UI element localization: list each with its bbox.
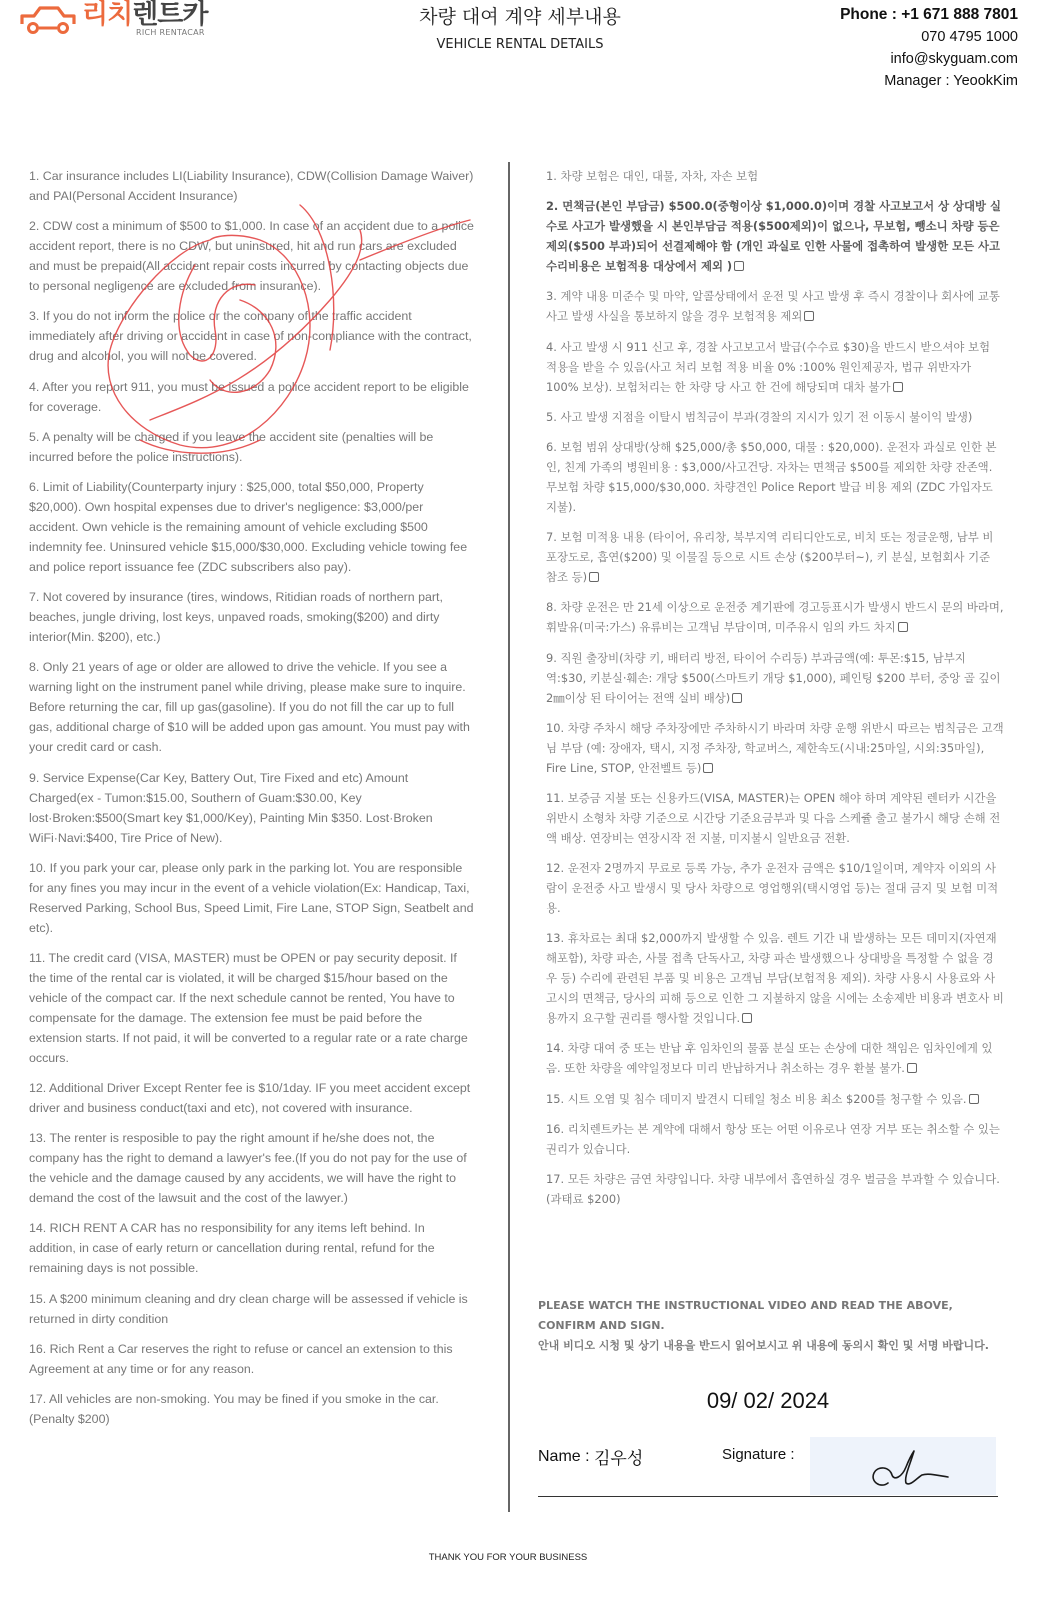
- document-title-en: VEHICLE RENTAL DETAILS: [436, 37, 604, 52]
- agree-checkbox[interactable]: [898, 622, 908, 632]
- term-en-7: 7. Not covered by insurance (tires, windows, Ritidian roads of northern part, beaches, jungle driving, lost keys, unpaved roads, smoking($200) and dirty interior(Min. $200), etc.): [29, 590, 443, 645]
- term-en-5: 5. A penalty will be charged if you leave the accident site (penalties will be incurred before the police instructions).: [29, 429, 434, 464]
- contact-info: [840, 4, 1018, 92]
- agree-checkbox[interactable]: [893, 382, 903, 392]
- company-logo: [18, 0, 238, 44]
- footer-thanks: THANK YOU FOR YOUR BUSINESS: [428, 1552, 588, 1563]
- signature-field[interactable]: [810, 1437, 996, 1495]
- term-ko-16: 16. 리치렌트카는 본 계약에 대해서 항상 또는 어떤 이유로나 연장 거부 또는 취소할 수 있는 권리가 있습니다.: [546, 1121, 1000, 1156]
- term-en-4: 4. After you report 911, you must be issued a police accident report to be eligible for coverage.: [29, 379, 469, 414]
- terms-english-column: [29, 166, 474, 1439]
- sign-notice-en: PLEASE WATCH THE INSTRUCTIONAL VIDEO AND READ THE ABOVE, CONFIRM AND SIGN.: [538, 1299, 953, 1332]
- term-ko-15: 15. 시트 오염 및 침수 데미지 발견시 디테일 청소 비용 최소 $200를 청구할 수 있음.: [546, 1089, 1004, 1109]
- term-ko-10: 10. 차량 주차시 해당 주차장에만 주차하시기 바라며 차량 운행 위반시 따르는 범칙금은 고객님 부담 (예: 장애자, 택시, 지정 주차장, 학교버스, 제한속도(시내:25마일, 시외:35마일), Fire Line, STOP, 안전벨트 등): [546, 720, 1004, 775]
- agree-checkbox[interactable]: [907, 1063, 917, 1073]
- agree-checkbox[interactable]: [969, 1094, 979, 1104]
- agree-checkbox[interactable]: [734, 261, 744, 271]
- term-en-14: 14. RICH RENT A CAR has no responsibility for any items left behind. In addition, in case of early return or cancellation during rental, refund for the remaining days is not possible.: [29, 1221, 435, 1276]
- handwritten-signature: [810, 1437, 996, 1495]
- term-en-8: 8. Only 21 years of age or older are allowed to drive the vehicle. If you see a warning light on the instrument panel while driving, please make sure to inquire. Before returning the car, fill up gas(gasoline). If you do not fill the car up to full gas, additional charge of $10 will be added upon gas amount. You must pay with your credit card or cash.: [29, 660, 470, 755]
- terms-korean-column: [546, 166, 1004, 1219]
- car-logo-icon: [18, 0, 78, 40]
- term-ko-13: 13. 휴차료는 최대 $2,000까지 발생할 수 있음. 렌트 기간 내 발생하는 모든 데미지(자연재해포함), 차량 파손, 사물 접촉 단독사고, 차량 파손 발생했으나 상대방을 특정할 수 없을 경우 등) 수리에 관련된 부품 및 비용은 고객님 부담(보험적용 제외). 차량 사용시 사용료와 사고시의 면책금, 당사의 피해 등으로 인한 그 지불하지 않을 시에는 소송제반 비용과 변호사 비용까지 요구할 권리를 행사할 것입니다.: [546, 931, 1004, 1026]
- contact-email: info@skyguam.com: [890, 51, 1018, 67]
- term-en-15: 15. A $200 minimum cleaning and dry clean charge will be assessed if vehicle is returned in dirty condition: [29, 1291, 468, 1326]
- term-ko-17: 17. 모든 차량은 금연 차량입니다. 차량 내부에서 흡연하실 경우 벌금을 부과할 수 있습니다. (과태료 $200): [546, 1172, 1000, 1206]
- sign-notice: [538, 1296, 998, 1356]
- term-ko-5: 5. 사고 발생 지점을 이탈시 범칙금이 부과(경찰의 지시가 있기 전 이동시 불이익 발생): [546, 409, 973, 424]
- sign-notice-ko: 안내 비디오 시청 및 상기 내용을 반드시 읽어보시고 위 내용에 동의시 확인 및 서명 바랍니다.: [538, 1339, 989, 1352]
- agree-checkbox[interactable]: [589, 572, 599, 582]
- term-ko-1: 1. 차량 보험은 대인, 대물, 자차, 자손 보험: [546, 169, 759, 183]
- agree-checkbox[interactable]: [732, 693, 742, 703]
- signature-line: [538, 1496, 998, 1497]
- term-ko-4: 4. 사고 발생 시 911 신고 후, 경찰 사고보고서 발급(수수료 $30)을 반드시 받으셔야 보험 적용을 받을 수 있음(사고 처리 보험 적용 비율 0% :100% 원인제공자, 법규 위반자가 100% 보상). 보험처리는 한 차량 당 사고 한 건에 해당되며 대차 불가: [546, 339, 991, 394]
- term-ko-6: 6. 보험 범위 상대방(상해 $25,000/총 $50,000, 대물 : $20,000). 운전자 과실로 인한 본인, 친계 가족의 병원비용 : $3,000/사고건당. 자차는 면책금 $500를 제외한 차량 잔존액. 무보험 차량 $15,000/$30,000. 차량견인 Police Report 발급 비용 제외 (ZDC 가입자도 지불).: [546, 439, 997, 514]
- term-ko-11: 11. 보증금 지불 또는 신용카드(VISA, MASTER)는 OPEN 해야 하며 계약된 렌터카 시간을 위반시 소형차 차량 기준으로 시간당 기준요금부과 및 다음 스케쥴 출고 불가시 해당 손해 전액 배상. 연장비는 연장시작 전 지불, 미지불시 일반요금 전환.: [546, 790, 1001, 845]
- renter-name: 김우성: [594, 1449, 644, 1469]
- signature-label: Signature :: [722, 1446, 795, 1463]
- term-en-17: 17. All vehicles are non-smoking. You may be fined if you smoke in the car.(Penalty $200): [29, 1392, 439, 1426]
- contact-manager: Manager : YeookKim: [884, 73, 1018, 89]
- logo-wordmark-en: RICH RENTACAR: [136, 28, 205, 37]
- term-en-10: 10. If you park your car, please only park in the parking lot. You are responsible for any fines you may incur in the event of a vehicle violation(Ex: Handicap, Taxi, Reserved Parking, School Bus, Speed Limit, Fire Lane, STOP Sign, Seatbelt and etc).: [29, 860, 474, 935]
- term-en-6: 6. Limit of Liability(Counterparty injury : $25,000, total $50,000, Property $20,000). Own hospital expenses due to driver's negligence: $3,000/per accident. Own vehicle is the remaining amount of vehicle excluding $500 indemnity fee. Uninsured vehicle $15,000/$30,000. Excluding vehicle towing fee and police report issuance fee (ZDC subscribers also pay).: [29, 479, 468, 574]
- contact-phone-kr: 070 4795 1000: [921, 29, 1018, 45]
- term-en-2: 2. CDW cost a minimum of $500 to $1,000. In case of an accident due to a police accident report, there is no CDW, but uninsured, hit and run cars are excluded and must be prepaid(All accident repair costs incurred by contacting objects due to personal negligence are excluded from insurance).: [29, 219, 474, 294]
- document-header: [0, 0, 1040, 120]
- agree-checkbox[interactable]: [804, 311, 814, 321]
- term-ko-12: 12. 운전자 2명까지 무료로 등록 가능, 추가 운전자 금액은 $10/1일이며, 계약자 이외의 사람이 운전중 사고 발생시 및 당사 차량으로 영업행위(택시영업 등)는 절대 금지 및 보험 미적용.: [546, 861, 999, 916]
- term-en-12: 12. Additional Driver Except Renter fee is $10/1day. IF you meet accident except driver and business conduct(taxi and etc), not covered with insurance.: [29, 1081, 471, 1116]
- contact-phone: Phone : +1 671 888 7801: [840, 6, 1018, 23]
- term-ko-8: 8. 차량 운전은 만 21세 이상으로 운전중 계기판에 경고등표시가 발생시 반드시 문의 바라며, 휘발유(미국:가스) 유류비는 고객님 부담이며, 미주유시 임의 카드 차지: [546, 600, 1004, 635]
- term-ko-7: 7. 보험 미적용 내용 (타이어, 유리창, 북부지역 리티디안도로, 비치 또는 정글운행, 남부 비포장도로, 흡연($200) 및 이물질 등으로 시트 손상 ($200부터~), 키 분실, 보험회사 기준 참조 등): [546, 530, 994, 585]
- term-en-16: 16. Rich Rent a Car reserves the right to refuse or cancel an extension to this Agreement at any time or for any reason.: [29, 1341, 453, 1376]
- name-label: Name :: [538, 1448, 590, 1465]
- term-en-9: 9. Service Expense(Car Key, Battery Out, Tire Fixed and etc) Amount Charged(ex - Tumon:$15.00, Southern of Guam:$30.00, Key lost·Broken:$500(Smart key $1,000/Key), Painting Min $350. Lost·Broken WiFi·Navi:$400, Tire Price of New).: [29, 770, 433, 845]
- term-ko-3: 3. 계약 내용 미준수 및 마약, 알콜상태에서 운전 및 사고 발생 후 즉시 경찰이나 회사에 교통 사고 발생 사실을 통보하지 않을 경우 보험적용 제외: [546, 289, 1000, 324]
- logo-wordmark-ko: 리치렌트카: [82, 0, 208, 30]
- term-ko-9: 9. 직원 출장비(차량 키, 배터리 방전, 타이어 수리등) 부과금액(예: 투몬:$15, 남부지역:$30, 키분실·훼손: 개당 $500(스마트키 개당 $1,000), 페인팅 $200 부터, 중앙 골 깊이 2㎜이상 된 타이어는 전액 실비 배상): [546, 650, 1001, 705]
- document-title-ko: 차량 대여 계약 세부내용: [419, 6, 621, 28]
- term-ko-2: 2. 면책금(본인 부담금) $500.0(중형이상 $1,000.0)이며 경찰 사고보고서 상 상대방 실수로 사고가 발생했을 시 본인부담금 적용($500제외)이 없으나, 무보험, 뺑소니 차량 등은 제외($500 부과)되어 선결제해야 함 (개인 과실로 인한 사물에 접촉하여 발생한 모든 사고 수리비용은 보험적용 대상에서 제외 ): [546, 199, 1002, 274]
- agree-checkbox[interactable]: [703, 763, 713, 773]
- column-divider: [508, 162, 510, 1512]
- term-en-11: 11. The credit card (VISA, MASTER) must be OPEN or pay security deposit. If the time of the rental car is violated, it will be charged $15/hour based on the vehicle of the compact car. If the next schedule cannot be rented, You have to compensate for the damage. The extension fee must be paid before the extension starts. If not paid, it will be converted to a regular rate or a rate charge occurs.: [29, 950, 468, 1065]
- contract-date: 09/ 02/ 2024: [706, 1388, 830, 1413]
- term-en-13: 13. The renter is resposible to pay the right amount if he/she does not, the company has the right to demand a lawyer's fee.(If you do not pay for the use of the vehicle and the damage caused by any accidents, we will have the right to demand the cost of the lawsuit and the cost of the lawyer.): [29, 1131, 467, 1206]
- term-ko-14: 14. 차량 대여 중 또는 반납 후 임차인의 물품 분실 또는 손상에 대한 책임은 임차인에게 있음. 또한 차량을 예약일정보다 미리 반납하거나 취소하는 경우 환불 불가.: [546, 1041, 993, 1076]
- term-en-3: 3. If you do not inform the police or the company of the traffic accident immediately after driving or accident in case of non-compliance with the contract, drug and alcohol, you will not be covered.: [29, 309, 472, 364]
- agree-checkbox[interactable]: [742, 1013, 752, 1023]
- term-en-1: 1. Car insurance includes LI(Liability Insurance), CDW(Collision Damage Waiver) and PAI(Personal Accident Insurance): [29, 169, 474, 203]
